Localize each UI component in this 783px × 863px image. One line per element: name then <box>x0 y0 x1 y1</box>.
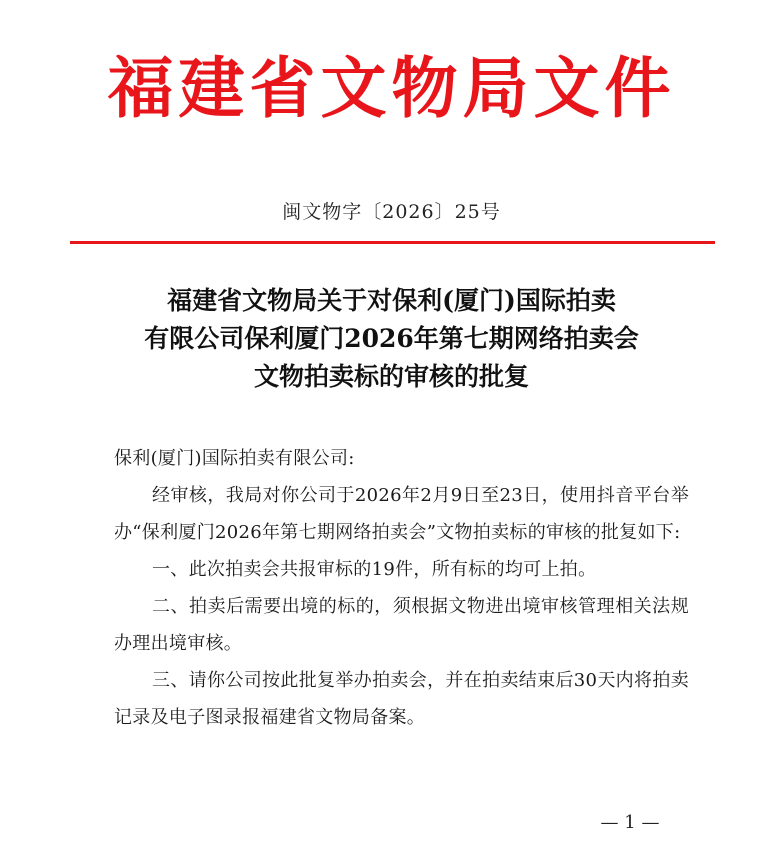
item-paragraph: 二、拍卖后需要出境的标的，须根据文物进出境审核管理相关法规办理出境审核。 <box>114 596 689 654</box>
document-title-line: 文物拍卖标的审核的批复 <box>253 362 529 391</box>
red-divider-line <box>70 241 715 244</box>
addressee: 保利(厦门)国际拍卖有限公司: <box>114 448 355 469</box>
document-title <box>60 282 723 396</box>
intro-paragraph: 经审核，我局对你公司于2026年2月9日至23日，使用抖音平台举办“保利厦门2026年第七期网络拍卖会”文物拍卖标的审核的批复如下: <box>114 485 689 543</box>
document-title-line: 有限公司保利厦门2026年第七期网络拍卖会 <box>144 324 639 353</box>
page-number: — 1 — <box>600 812 660 833</box>
document-body <box>114 440 689 736</box>
document-number: 闽文物字〔2026〕25号 <box>282 201 501 223</box>
item-paragraph: 三、请你公司按此批复举办拍卖会，并在拍卖结束后30天内将拍卖记录及电子图录报福建省文物局备案。 <box>114 670 689 728</box>
item-paragraph: 一、此次拍卖会共报审标的19件，所有标的均可上拍。 <box>152 559 597 580</box>
issuing-authority-header: 福建省文物局文件 <box>107 49 676 127</box>
document-title-line: 福建省文物局关于对保利(厦门)国际拍卖 <box>167 286 616 315</box>
